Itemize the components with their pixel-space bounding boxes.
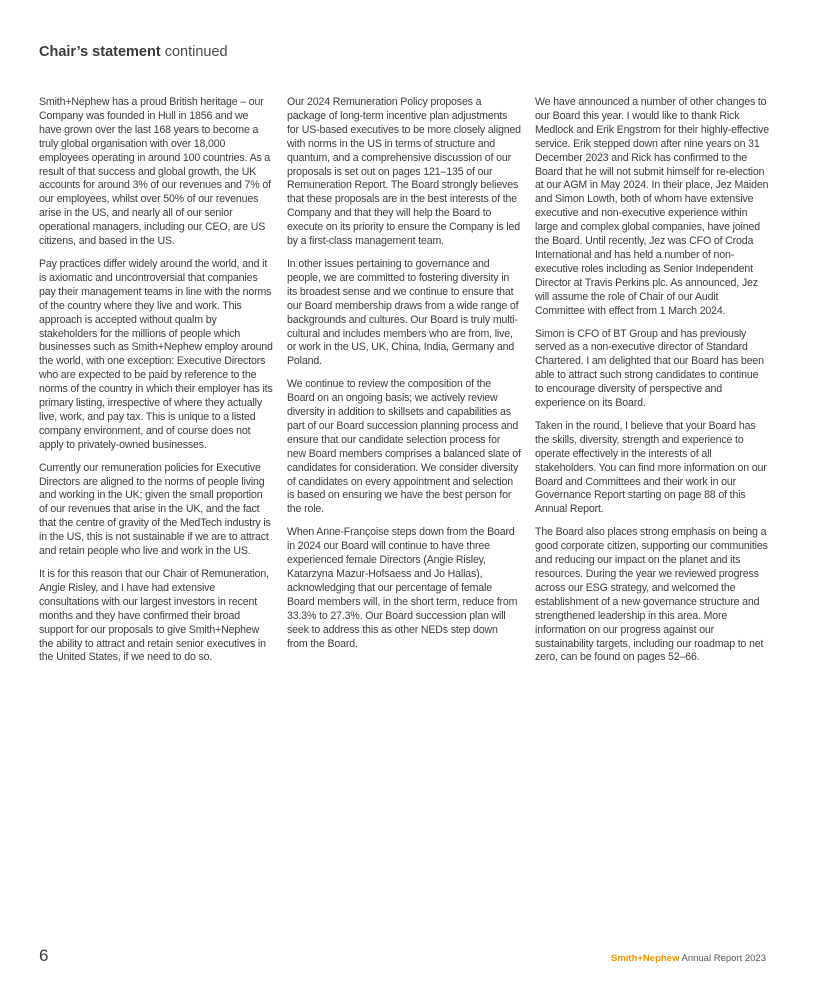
paragraph: Pay practices differ widely around the world, and it is axiomatic and uncontroversial that companies pay their management teams in line with the norms of the country where they live and work. This approach is accepted without qualm by stakeholders for the millions of people which businesses such as Smith+Nephew employ around the world, with one exception: Executive Directors who are expected to be paid by reference to the norms of the country in which their employer has its primary listing, irrespective of where they actually live, work, and pay tax. This is unique to a listed company environment, and of course does not apply to privately-owned businesses. xyxy=(39,257,273,451)
section-title: Chair’s statement xyxy=(39,44,161,60)
paragraph: Currently our remuneration policies for Executive Directors are aligned to the norms of people living and working in the UK; given the small proportion of our revenues that arise in the UK, and the fact that the centre of gravity of the MedTech industry is in the US, this is not sustainable if we are to attract and retain people who live and work in the US. xyxy=(39,461,271,558)
text-column-2 xyxy=(287,96,521,660)
page-number: 6 xyxy=(39,946,49,965)
paragraph: The Board also places strong emphasis on being a good corporate citizen, supporting our communities and reducing our impact on the planet and its resources. During the year we reviewed progress across our ESG strategy, and welcomed the establishment of a new governance structure and strengthened leadership in this area. More information on our progress against our sustainability targets, including our roadmap to net zero, can be found on pages 52–66. xyxy=(535,526,768,664)
page-title xyxy=(39,44,228,60)
paragraph: Taken in the round, I believe that your Board has the skills, diversity, strength and experience to operate effectively in the interests of all stakeholders. You can find more information on our Board and Committees and their work in our Governance Report starting on page 88 of this Annual Report. xyxy=(535,419,767,516)
paragraph: We have announced a number of other changes to our Board this year. I would like to thank Rick Medlock and Erik Engstrom for their highly-effective service. Erik stepped down after nine years on 31 December 2023 and Rick has confirmed to the Board that he will not submit himself for re-election at our AGM in May 2024. In their place, Jez Maiden and Simon Lowth, both of whom have extensive executive and non-executive experience within large and complex global companies, have joined the Board. Until recently, Jez was CFO of Croda International and has held a number of non-executive roles including as Senior Independent Director at Travis Perkins plc. As announced, Jez will assume the role of Chair of our Audit Committee with effect from 1 March 2024. xyxy=(535,96,769,317)
paragraph: When Anne-Françoise steps down from the Board in 2024 our Board will continue to have three experienced female Directors (Angie Risley, Katarzyna Mazur-Hofsaess and Jo Hallas), acknowledging that our percentage of female Board members will, in the short term, reduce from 33.3% to 27.3%. Our Board succession plan will seek to address this as other NEDs step down from the Board. xyxy=(287,526,518,650)
text-column-1 xyxy=(39,96,273,674)
paragraph: We continue to review the composition of the Board on an ongoing basis; we actively review diversity in addition to skillsets and capabilities as part of our Board succession planning process and ensure that our candidate selection process for new Board members comprises a balanced slate of candidates for consideration. We consider diversity of candidates on every appointment and selection is based on ensuring we have the best person for the role. xyxy=(287,378,521,516)
text-column-3 xyxy=(535,96,769,674)
footer-report-label xyxy=(611,953,766,964)
report-title: Annual Report 2023 xyxy=(681,953,766,964)
brand-name: Smith+Nephew xyxy=(610,953,680,964)
paragraph: Our 2024 Remuneration Policy proposes a package of long-term incentive plan adjustments for US-based executives to be more closely aligned with norms in the US in terms of structure and quantum, and a comprehensive discussion of our proposals is set out on pages 121–135 of our Remuneration Report. The Board strongly believes that these proposals are in the best interests of the Company and that they will help the Board to execute on its priority to ensure the Company is led by a first-class management team. xyxy=(287,96,521,248)
paragraph: Smith+Nephew has a proud British heritage – our Company was founded in Hull in 1856 and we have grown over the last 168 years to become a truly global organisation with over 18,000 employees operating in around 100 countries. As a result of that success and global growth, the UK accounts for around 3% of our revenues and 7% of our employees, whilst over 50% of our revenues arise in the US, and nearly all of our senior operational managers, including our CEO, are US citizens, and based in the US. xyxy=(39,96,271,248)
paragraph: In other issues pertaining to governance and people, we are committed to fostering diversity in its broadest sense and we continue to ensure that our Board membership draws from a wide range of backgrounds and cultures. Our Board is truly multi-cultural and includes members who are from, live, or work in the US, UK, China, India, Germany and Poland. xyxy=(287,257,519,368)
paragraph: It is for this reason that our Chair of Remuneration, Angie Risley, and I have had extensive consultations with our largest investors in recent months and they have confirmed their broad support for our proposals to give Smith+Nephew the ability to attract and retain senior executives in the United States, if we need to do so. xyxy=(39,568,269,664)
paragraph: Simon is CFO of BT Group and has previously served as a non-executive director of Standard Chartered. I am delighted that our Board has been able to attract such strong candidates to continue to encourage diversity of perspective and experience on its Board. xyxy=(535,327,764,410)
section-title-suffix: continued xyxy=(164,44,228,60)
